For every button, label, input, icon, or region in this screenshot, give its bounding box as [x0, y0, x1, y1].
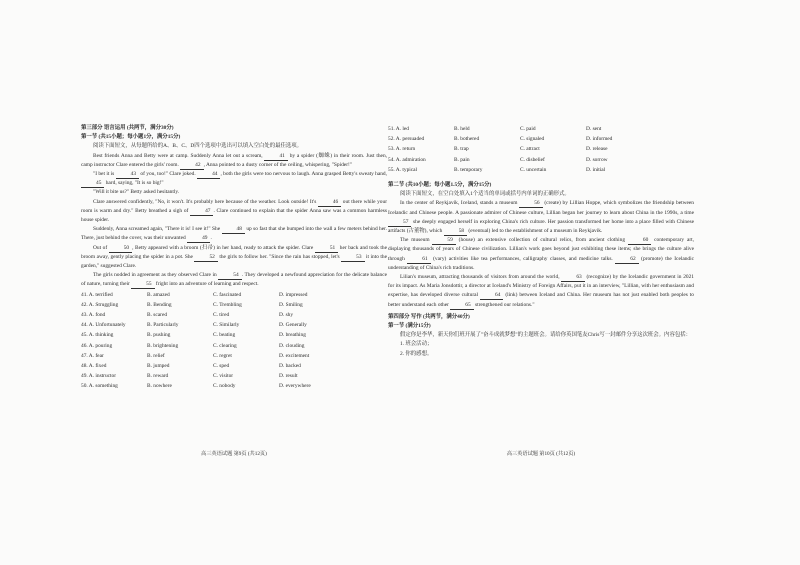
- answer-blank[interactable]: 57: [388, 219, 411, 227]
- passage-text: by a spider (蜘蛛) in their room. Just then, camp instructor Clare entered the girls' room.: [81, 152, 387, 168]
- option-choice[interactable]: 53. A. return: [388, 146, 416, 153]
- passage-text: hard, saying, "It is so big!": [104, 180, 164, 187]
- option-choice[interactable]: B. pushing: [147, 332, 171, 339]
- option-choice[interactable]: C. Trembling: [213, 301, 242, 308]
- section1-title: 第一节 (共15小题；每小题1分，满分15分): [81, 134, 181, 141]
- passage-text: The museum: [400, 237, 433, 244]
- answer-blank[interactable]: 56: [519, 200, 542, 208]
- answer-blank[interactable]: 64: [480, 292, 503, 300]
- option-choice[interactable]: B. Particularly: [147, 322, 179, 329]
- passage-text: contemporary art, displaying thousands of years of Chinese civilization. Lillian's work goes beyond just exhibiting these items; she brings the culture alive through: [388, 237, 694, 262]
- answer-blank[interactable]: 41: [264, 153, 287, 161]
- passage-text: Lilian's museum, attracting thousands of visitors from around the world,: [400, 274, 562, 281]
- exam-page-9: [81, 124, 387, 392]
- passage-text: "I bet it is: [93, 171, 116, 178]
- option-row: [81, 301, 387, 310]
- option-choice[interactable]: B. nowhere: [147, 383, 172, 390]
- passage-text: , Betty appeared with a broom (扫帚) in her hand, ready to attack the spider. Clare: [132, 244, 315, 251]
- answer-blank[interactable]: 65: [450, 302, 473, 310]
- passage-text: (recognize) by the Icelandic government in 2021 for its impact. As Maria Jonsdottir, a director at Iceland's Ministry of Foreign Affairs, put it in an interview, "Lillian, with her enthusiasm and expertise, has developed diverse cultural: [388, 274, 694, 299]
- passage-text: of you, too!" Clare joked.: [139, 171, 198, 178]
- option-row: [81, 331, 387, 340]
- option-choice[interactable]: D. backed: [279, 363, 301, 370]
- answer-blank[interactable]: 58: [444, 228, 467, 236]
- answer-blank[interactable]: 61: [407, 256, 430, 264]
- passage-text: (house) an extensive collection of cultural relics, from ancient clothing: [455, 237, 628, 244]
- passage-text: strengthened our relations.": [473, 301, 535, 308]
- answer-blank[interactable]: 48: [222, 226, 245, 234]
- passage-text: Clare answered confidently, "No, it won't. It's probably here because of the weather. Look outside! It's: [93, 198, 318, 205]
- answer-blank[interactable]: 46: [318, 199, 341, 207]
- option-choice[interactable]: C. paid: [520, 126, 536, 132]
- option-choice[interactable]: D. sorrow: [586, 156, 608, 163]
- option-choice[interactable]: B. jumped: [147, 363, 170, 370]
- option-choice[interactable]: 52. A. persuaded: [388, 136, 425, 143]
- passage-text: out there while your room is warm and dry." Betty breathed a sigh of: [81, 198, 387, 214]
- page-footer: 高三英语试题 第9页 (共12页): [201, 451, 267, 457]
- option-choice[interactable]: 47. A. fear: [81, 352, 104, 359]
- option-choice[interactable]: C. uncertain: [520, 166, 547, 173]
- page-footer: 高三英语试题 第10页 (共12页): [506, 451, 576, 457]
- options-table: [388, 125, 694, 175]
- passage-paragraph: [81, 271, 387, 289]
- option-choice[interactable]: B. scared: [147, 312, 168, 319]
- passage-paragraph: [81, 170, 387, 188]
- option-choice[interactable]: C. sped: [213, 363, 230, 370]
- writing-instructions: 假定你是李华，新天你们班开展了"奋斗成就梦想"的主题班会。请给你英国笔友Chris写一封邮件分享这次班会。内容包括：: [400, 332, 692, 339]
- section1-instructions: 阅读下面短文，从每题所给的A、B、C、D四个选项中选出可以填入空白处的最佳选项。: [93, 143, 303, 150]
- answer-blank[interactable]: 54: [218, 272, 241, 280]
- option-choice[interactable]: D. Smiling: [279, 301, 303, 308]
- option-choice[interactable]: B. pain: [454, 156, 470, 163]
- passage-text: fright into an adventure of learning and respect.: [154, 281, 259, 288]
- answer-blank[interactable]: 45: [81, 180, 104, 188]
- writing-point: 2. 你的感想。: [400, 350, 433, 357]
- answer-blank[interactable]: 47: [190, 208, 213, 216]
- writing-points: [388, 340, 694, 358]
- option-choice[interactable]: 41. A. terrified: [81, 291, 113, 298]
- exam-page-10: [388, 124, 694, 359]
- option-choice[interactable]: C. Similarly: [213, 322, 240, 329]
- answer-blank[interactable]: 50: [109, 245, 132, 253]
- option-row: [388, 125, 694, 134]
- passage-paragraph: [81, 225, 387, 243]
- passage-paragraph: [81, 152, 387, 170]
- passage-text: Out of: [93, 244, 109, 251]
- option-choice[interactable]: D. everywhere: [279, 383, 311, 390]
- option-choice[interactable]: B. amazed: [147, 291, 170, 298]
- option-choice[interactable]: C. beating: [213, 332, 236, 339]
- option-choice[interactable]: 54. A. admiration: [388, 156, 426, 163]
- option-choice[interactable]: B. brightening: [147, 342, 179, 349]
- passage-text: it into the garden," suggested Clare.: [81, 253, 387, 270]
- option-row: [388, 156, 694, 165]
- option-choice[interactable]: B. relief: [147, 352, 165, 359]
- answer-blank[interactable]: 52: [194, 254, 217, 262]
- option-choice[interactable]: C. signaled: [520, 136, 545, 143]
- passage-text: , both the girls were too nervous to laugh. Anna grasped Betty's sweaty hand,: [220, 171, 387, 178]
- option-choice[interactable]: D. breathing: [279, 332, 306, 339]
- option-choice[interactable]: D. shy: [279, 312, 294, 319]
- part-title: 第三部分 语言运用 (共两节，满分30分): [81, 125, 174, 131]
- option-choice[interactable]: C. fascinated: [213, 291, 242, 298]
- option-choice[interactable]: 51. A. led: [388, 126, 409, 132]
- passage-text: Suddenly, Anna screamed again, "There it is! I see it!" She: [93, 226, 222, 233]
- option-choice[interactable]: B. bothered: [454, 136, 480, 143]
- part4-section1-title: 第一节 (满分15分): [388, 323, 431, 330]
- passage-paragraph: "Will it bite us?" Betty asked hesitantly.: [93, 189, 180, 196]
- option-choice[interactable]: D. impressed: [279, 291, 308, 298]
- option-choice[interactable]: C. visitor: [213, 373, 234, 380]
- option-choice[interactable]: D. informed: [586, 136, 613, 143]
- option-row: [81, 372, 387, 381]
- section2-instructions: 阅读下面短文，在空白处填入1个适当的单词或括号内单词的正确形式。: [400, 191, 570, 198]
- option-choice[interactable]: D. Generally: [279, 322, 307, 329]
- passage-paragraph: [81, 198, 387, 226]
- passage-text: Best friends Anna and Betty were at camp. Suddenly Anna let out a scream,: [93, 152, 265, 159]
- option-choice[interactable]: 48. A. fixed: [81, 363, 107, 370]
- options-table: [81, 291, 387, 392]
- passage-paragraph: [388, 199, 694, 236]
- option-choice[interactable]: C. tired: [213, 312, 230, 319]
- option-row: [388, 166, 694, 175]
- option-choice[interactable]: 42. A. Struggling: [81, 301, 119, 308]
- writing-point: 1. 班会活动；: [400, 341, 433, 348]
- passage-text: (promote) the Icelandic understanding of China's rich traditions.: [388, 255, 695, 271]
- option-choice[interactable]: D. release: [586, 146, 608, 153]
- passage-paragraph: [81, 244, 387, 272]
- option-choice[interactable]: B. held: [454, 126, 470, 132]
- passage-text: In the center of Reykjavik, Iceland, stands a museum: [400, 200, 520, 207]
- answer-blank[interactable]: 62: [615, 256, 638, 264]
- option-choice[interactable]: B. reward: [147, 373, 169, 380]
- passage-paragraph: [388, 273, 694, 310]
- option-choice[interactable]: 50. A. something: [81, 383, 118, 390]
- answer-blank[interactable]: 53: [341, 254, 364, 262]
- answer-blank[interactable]: 43: [116, 171, 139, 179]
- passage-text: . Clare continued to explain that the spider Anna saw was a common harmless house spider.: [81, 207, 387, 224]
- option-row: [81, 311, 387, 320]
- passage-text: .: [210, 235, 212, 242]
- part4-title: 第四部分 写作 (共两节，满分40分): [388, 313, 470, 320]
- option-choice[interactable]: C. nobody: [213, 383, 236, 390]
- option-row: [81, 291, 387, 300]
- option-row: [81, 382, 387, 391]
- option-choice[interactable]: D. sent: [586, 126, 602, 132]
- option-choice[interactable]: 45. A. thinking: [81, 332, 114, 339]
- answer-blank[interactable]: 49: [187, 235, 210, 243]
- option-choice[interactable]: 46. A. pouring: [81, 342, 113, 349]
- passage-text: the girls to follow her. "Since the rain has stopped, let's: [217, 253, 342, 260]
- option-choice[interactable]: 55. A. typical: [388, 166, 418, 173]
- option-choice[interactable]: C. regret: [213, 352, 232, 359]
- passage-text: she deeply engaged herself in exploring China's rich culture. Her passion transformed her home into a place filled with Chinese artifacts (古董物), which: [388, 218, 694, 235]
- passage-text: up so fast that she bumped into the wall a few meters behind her. There, just behind the cover, was their unwanted: [81, 226, 387, 242]
- option-choice[interactable]: C. attract: [520, 146, 540, 153]
- option-row: [388, 145, 694, 154]
- answer-blank[interactable]: 44: [197, 171, 220, 179]
- option-row: [81, 342, 387, 351]
- option-choice[interactable]: B. Bending: [147, 301, 172, 308]
- passage-text: (link) between Iceland and China. Her museum has not just enabled both peoples to better understand each other: [388, 292, 695, 308]
- option-choice[interactable]: 49. A. instructor: [81, 373, 117, 380]
- option-choice[interactable]: D. result: [279, 373, 298, 380]
- passage-text: her back and took the broom away, gently placing the spider in a pot. She: [81, 244, 388, 260]
- option-choice[interactable]: D. excitement: [279, 352, 310, 359]
- answer-blank[interactable]: 42: [180, 162, 203, 170]
- answer-blank[interactable]: 59: [432, 237, 455, 245]
- answer-blank[interactable]: 63: [561, 274, 584, 282]
- option-choice[interactable]: D. clouding: [279, 342, 305, 349]
- option-row: [81, 352, 387, 361]
- option-row: [81, 321, 387, 330]
- option-choice[interactable]: B. temporary: [454, 166, 483, 173]
- passage-text: (eventual) led to the establishment of a museum in Reykjavik.: [467, 228, 603, 235]
- section2-title: 第二节 (共10小题；每小题1.5分，满分15分): [388, 182, 492, 189]
- passage-text: , Anna pointed to a dusty corner of the ceiling, whispering, "Spider!": [203, 161, 352, 168]
- answer-blank[interactable]: 55: [131, 281, 154, 289]
- passage-text: The girls nodded in agreement as they observed Clare in: [93, 272, 219, 279]
- option-row: [388, 135, 694, 144]
- option-row: [81, 362, 387, 371]
- option-choice[interactable]: 43. A. fond: [81, 312, 106, 319]
- option-choice[interactable]: C. disbelief: [520, 156, 545, 163]
- passage-text: (vary) activities like tea performances, calligraphy classes, and medicine talks.: [430, 255, 616, 262]
- passage-text: (create) by Lillian Hoppe, which symbolizes the friendship between Icelandic and Chinese people. A passionate admirer of Chinese culture, Lillian began her journey to learn about China in the 1990s, a time: [388, 200, 694, 216]
- answer-blank[interactable]: 51: [315, 245, 338, 253]
- passage-text: . They developed a newfound appreciation for the delicate balance of nature, turning their: [81, 272, 387, 288]
- option-choice[interactable]: C. clearing: [213, 342, 237, 349]
- answer-blank[interactable]: 60: [628, 237, 651, 245]
- passage-paragraph: [388, 236, 694, 273]
- option-choice[interactable]: B. trap: [454, 146, 469, 153]
- option-choice[interactable]: D. initial: [586, 166, 606, 173]
- option-choice[interactable]: 44. A. Unfortunately: [81, 322, 126, 329]
